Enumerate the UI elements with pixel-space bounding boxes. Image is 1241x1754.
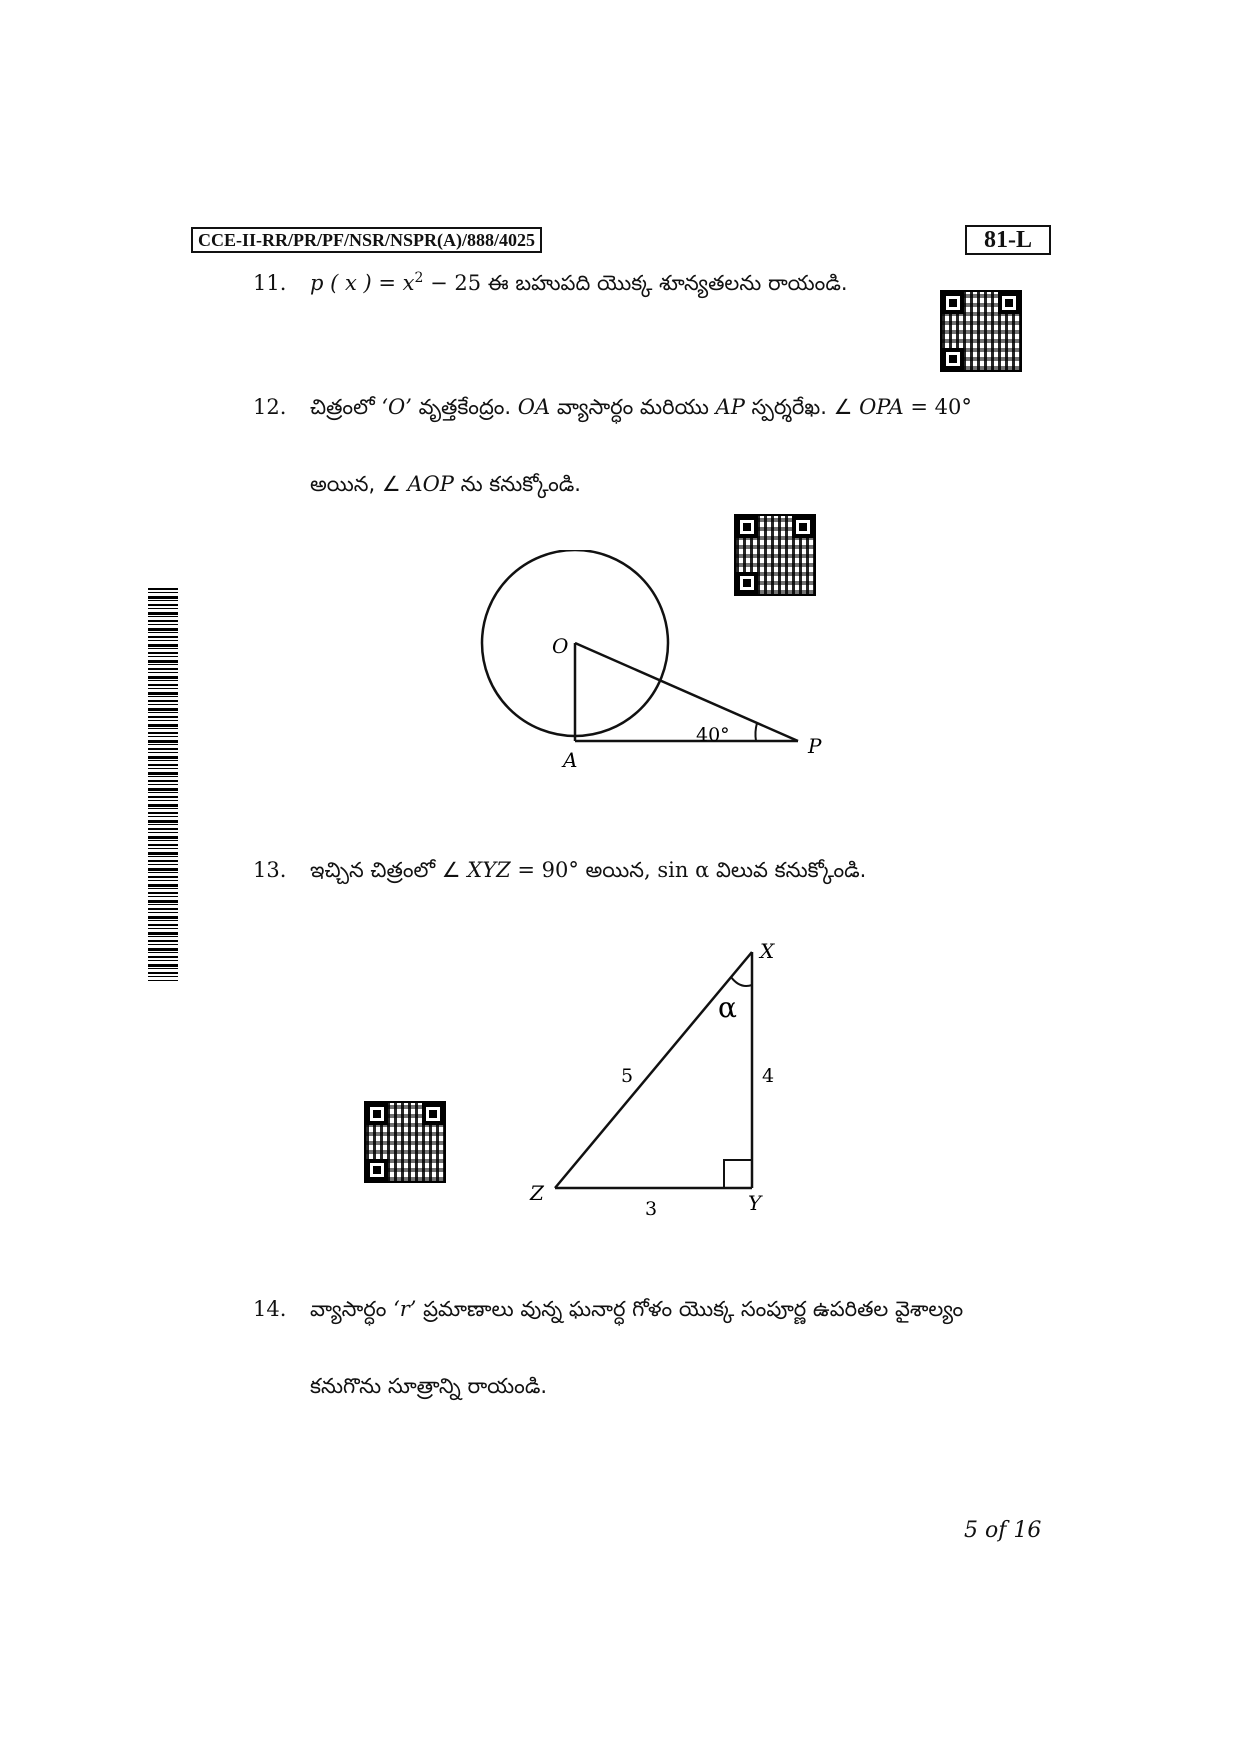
side-label-3: 3: [645, 1198, 658, 1220]
q13-text-e: విలువ కనుక్కోండి.: [709, 858, 867, 882]
page-code: 81-L: [965, 225, 1051, 255]
page-number: 5 of 16: [964, 1518, 1042, 1543]
q12-radius-label: OA: [517, 395, 551, 419]
q12-line2-a: అయిన, ∠: [310, 472, 408, 496]
q12-angle-value: = 40°: [903, 395, 972, 419]
label-o: O: [552, 634, 569, 658]
q13-text-c: = 90° అయిన,: [510, 858, 658, 882]
q12-center-label: ‘O’: [381, 395, 412, 419]
question-11-number: 11.: [253, 271, 287, 295]
angle-label-alpha: α: [718, 991, 737, 1024]
qr-code-question-11: [942, 292, 1020, 370]
q12-angle-name: OPA: [859, 395, 904, 419]
side-zx-line: [555, 952, 752, 1188]
figure-right-triangle: [520, 925, 800, 1225]
question-14-line-1: [310, 1295, 963, 1323]
q12-tangent-label: AP: [715, 395, 745, 419]
label-p: P: [808, 734, 822, 758]
angle-label-40: 40°: [696, 724, 730, 746]
qr-code-question-13: [366, 1103, 444, 1181]
question-13-number: 13.: [253, 858, 287, 882]
q14-text-c: ప్రమాణాలు వున్న ఘనార్ధ గోళం యొక్క సంపూర్ణ ఉపరితల వైశాల్యం: [416, 1297, 964, 1321]
label-y: Y: [748, 1191, 762, 1215]
q12-text-a: చిత్రంలో: [310, 395, 382, 419]
question-14-line-2: కనుగొను సూత్రాన్ని రాయండి.: [310, 1374, 548, 1398]
angle-arc-p: [755, 723, 757, 741]
q13-angle-name: XYZ: [467, 858, 511, 882]
right-angle-mark: [724, 1160, 752, 1188]
figure-circle-tangent: [460, 550, 830, 780]
label-z: Z: [530, 1181, 544, 1205]
q12-text-e: వ్యాసార్ధం మరియు: [550, 395, 716, 419]
q12-text-g: స్పర్శరేఖ. ∠: [744, 395, 860, 419]
q12-target-angle: AOP: [407, 472, 454, 496]
q12-line2-c: ను కనుక్కోండి.: [453, 472, 581, 496]
label-x: X: [760, 939, 775, 963]
question-13-text: [310, 856, 866, 884]
paper-code: CCE-II-RR/PR/PF/NSR/NSPR(A)/888/4025: [191, 227, 542, 253]
question-11-exponent: 2: [414, 270, 424, 286]
question-11-expression: p ( x ) = x: [310, 271, 415, 295]
angle-arc-x: [731, 977, 752, 986]
q14-radius-symbol: ‘r’: [393, 1297, 417, 1321]
barcode-graphic: [148, 588, 178, 981]
question-12-number: 12.: [253, 395, 287, 419]
question-12-line-2: [310, 470, 581, 498]
segment-op-line: [575, 643, 798, 741]
question-11-text: [310, 269, 848, 297]
question-12-line-1: [310, 393, 972, 421]
q14-text-a: వ్యాసార్ధం: [310, 1297, 394, 1321]
side-label-5: 5: [621, 1065, 634, 1087]
question-11-telugu: ఈ బహుపది యొక్క శూన్యతలను రాయండి.: [481, 271, 848, 295]
q13-sin-alpha: sin α: [657, 858, 710, 882]
question-14-number: 14.: [253, 1297, 287, 1321]
label-a: A: [563, 748, 578, 772]
q13-text-a: ఇచ్చిన చిత్రంలో ∠: [310, 858, 468, 882]
question-11-expression-rest: − 25: [423, 271, 482, 295]
side-label-4: 4: [762, 1065, 775, 1087]
q12-text-c: వృత్తకేంద్రం.: [411, 395, 518, 419]
